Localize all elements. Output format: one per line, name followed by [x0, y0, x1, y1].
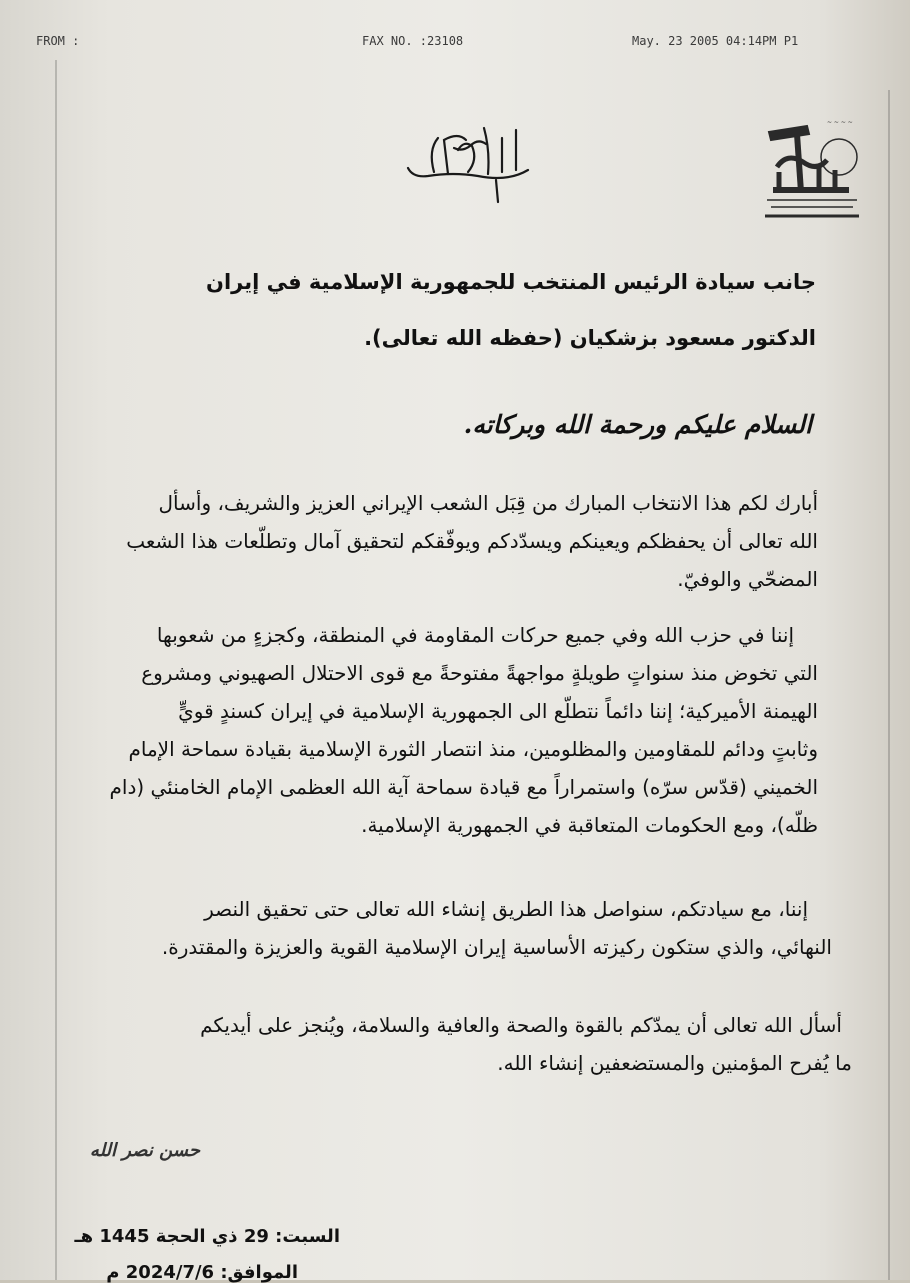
paragraph-line: أبارك لكم هذا الانتخاب المبارك من قِبَل الشعب الإيراني العزيز والشريف، وأسأل [158, 491, 818, 515]
paragraph-line: المضحّي والوفيّ. [677, 567, 818, 591]
left-edge-line [55, 60, 57, 1280]
addressee-line-1: جانب سيادة الرئيس المنتخب للجمهورية الإسلامية في إيران [206, 270, 816, 294]
paragraph-line: النهائي، والذي ستكون ركيزته الأساسية إيران الإسلامية القوية والعزيزة والمقتدرة. [161, 935, 832, 959]
paragraph-2 [58, 616, 818, 844]
fax-header [0, 34, 910, 54]
paragraph-line: إننا، مع سيادتكم، سنواصل هذا الطريق إنشاء الله تعالى حتى تحقيق النصر [204, 897, 808, 921]
paragraph-line: إننا في حزب الله وفي جميع حركات المقاومة في المنطقة، وكجزءٍ من شعوبها [156, 623, 794, 647]
date-gregorian: الموافق: 2024/7/6 م [106, 1262, 298, 1283]
paragraph-line: الهيمنة الأميركية؛ إننا دائماً نتطلّع الى الجمهورية الإسلامية في إيران كسندٍ قويٍّ [178, 699, 818, 723]
paragraph-4 [72, 1006, 852, 1082]
signature-name: حسن نصر الله [89, 1140, 200, 1161]
fax-number: FAX NO. :23108 [362, 34, 464, 48]
hezbollah-emblem-icon [757, 112, 867, 227]
paragraph-line: ما يُفرح المؤمنين والمستضعفين إنشاء الله. [497, 1051, 852, 1075]
svg-text:~ ~ ~ ~: ~ ~ ~ ~ [827, 119, 853, 126]
paragraph-line: أسأل الله تعالى أن يمدّكم بالقوة والصحة والعافية والسلامة، ويُنجز على أيديكم [200, 1013, 842, 1037]
paragraph-line: الخميني (قدّس سرّه) واستمراراً مع قيادة سماحة آية الله العظمى الإمام الخامنئي (دام [109, 775, 818, 799]
calligraphy-basmala-icon [398, 110, 538, 210]
addressee-line-2: الدكتور مسعود بزشكيان (حفظه الله تعالى). [364, 326, 816, 350]
right-edge-line [888, 90, 890, 1280]
fax-date: May. 23 2005 04:14PM P1 [632, 34, 799, 48]
paragraph-line: ظلّه)، ومع الحكومات المتعاقبة في الجمهورية الإسلامية. [361, 813, 818, 837]
paragraph-line: الله تعالى أن يحفظكم ويعينكم ويسدّدكم ويوفّقكم لتحقيق آمال وتطلّعات هذا الشعب [126, 529, 818, 553]
paragraph-line: وثابتٍ ودائم للمقاومين والمظلومين، منذ انتصار الثورة الإسلامية بقيادة سماحة الإمام [128, 737, 818, 761]
fax-from: FROM : [36, 34, 80, 48]
paragraph-line: التي تخوض منذ سنواتٍ طويلةٍ مواجهةً مفتوحةً مع قوى الاحتلال الصهيوني ومشروع [141, 661, 818, 685]
paragraph-3 [62, 890, 832, 966]
greeting: السلام عليكم ورحمة الله وبركاته. [463, 410, 812, 439]
paragraph-1 [58, 484, 818, 598]
date-hijri: السبت: 29 ذي الحجة 1445 هـ [74, 1226, 340, 1247]
